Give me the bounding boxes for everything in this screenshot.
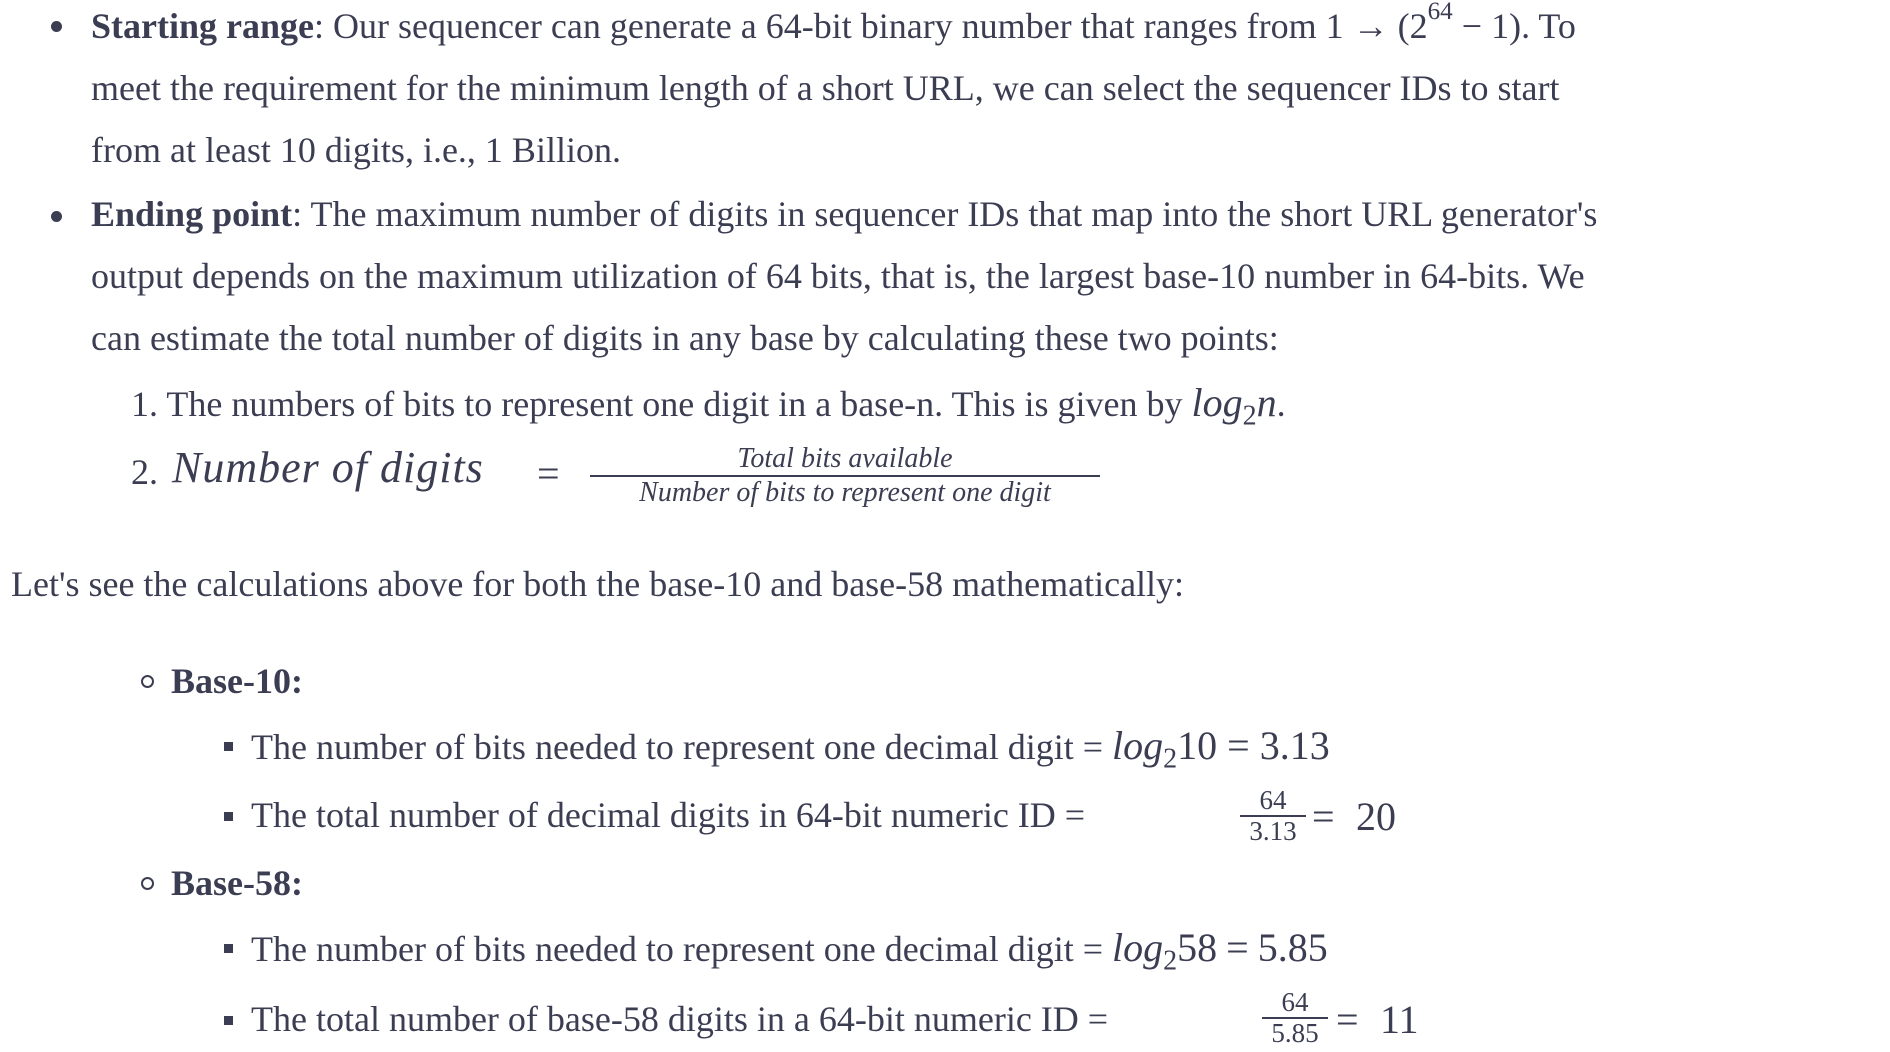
- bullet-square: [224, 812, 233, 821]
- starting-range-tail: . To: [1521, 6, 1576, 46]
- item-1-text: The numbers of bits to represent one digit in a base-n. This is given by: [166, 384, 1192, 424]
- calculations-intro: Let's see the calculations above for both the base-10 and base-58 mathematically:: [11, 564, 1185, 604]
- base-58-heading: Base-58:: [171, 863, 303, 903]
- ending-point-line-3: can estimate the total number of digits in any base by calculating these two points:: [91, 318, 1279, 358]
- base-58-fraction: [1262, 988, 1328, 1048]
- starting-range-text: : Our sequencer can generate a 64-bit binary number that ranges from: [313, 6, 1326, 46]
- item-1-period: .: [1276, 384, 1286, 424]
- bullet-circle: [141, 877, 154, 890]
- math-one: 1: [1325, 6, 1344, 46]
- base-10-fraction: [1240, 786, 1306, 846]
- equals-sign: =: [1226, 925, 1249, 970]
- log-base: 2: [1163, 945, 1178, 977]
- bullet-square: [224, 1016, 233, 1025]
- fraction-numerator: Total bits available: [737, 443, 953, 474]
- base-10-digits-result: 20: [1356, 794, 1396, 839]
- base-58-bits-result: 5.85: [1257, 925, 1328, 970]
- item-number: 1.: [131, 384, 158, 424]
- base-58-digits-result: 11: [1380, 997, 1419, 1042]
- base-10-heading: Base-10:: [171, 661, 303, 701]
- base-58-bits-text: The number of bits needed to represent one decimal digit =: [251, 929, 1113, 969]
- fraction-numerator: 64: [1281, 987, 1309, 1017]
- equals-sign: =: [1336, 997, 1359, 1042]
- math-close: − 1): [1452, 6, 1522, 46]
- log-symbol: log: [1112, 723, 1164, 768]
- log-arg: 10: [1177, 723, 1218, 768]
- log-arg: 58: [1177, 925, 1218, 970]
- math-exponent: 64: [1427, 0, 1453, 26]
- bullet-dot: [51, 21, 62, 32]
- fraction-denominator: 5.85: [1271, 1018, 1319, 1048]
- base-58-bits-line: [251, 925, 1328, 977]
- ending-point-line-1: [91, 192, 1597, 236]
- base-10-bits-line: [251, 723, 1330, 775]
- numbered-item-1: [131, 380, 1286, 432]
- base-10-bits-result: = 3.13: [1217, 723, 1330, 768]
- math-arrow: →: [1352, 6, 1389, 46]
- bullet-circle: [141, 675, 154, 688]
- fraction-denominator: 3.13: [1249, 816, 1297, 846]
- starting-range-line-2: meet the requirement for the minimum length of a short URL, we can select the sequencer IDs to start: [91, 68, 1560, 108]
- bullet-dot: [51, 211, 62, 222]
- log-symbol: log: [1191, 380, 1243, 425]
- fraction-denominator: Number of bits to represent one digit: [639, 477, 1051, 508]
- base-10-bits-text: The number of bits needed to represent one decimal digit =: [251, 727, 1113, 767]
- digits-fraction: [590, 443, 1100, 509]
- ending-point-label: Ending point: [91, 194, 293, 234]
- base-58-digits-text: The total number of base-58 digits in a 64-bit numeric ID =: [251, 999, 1109, 1039]
- log-symbol: log: [1112, 925, 1164, 970]
- bullet-square: [224, 742, 233, 751]
- starting-range-line-3: from at least 10 digits, i.e., 1 Billion.: [91, 130, 621, 170]
- item-2-number: 2.: [131, 452, 158, 492]
- log-base: 2: [1163, 743, 1178, 775]
- bullet-square: [224, 944, 233, 953]
- ending-point-line-2: output depends on the maximum utilization of 64 bits, that is, the largest base-10 number in 64-bits. We: [91, 256, 1585, 296]
- starting-range-line-1: [91, 0, 1576, 48]
- number-of-digits-lhs: Number of digits: [172, 443, 484, 492]
- starting-range-label: Starting range: [91, 6, 314, 46]
- ending-point-text: : The maximum number of digits in sequencer IDs that map into the short URL generator's: [292, 194, 1598, 234]
- equals-sign: =: [1312, 794, 1335, 839]
- fraction-numerator: 64: [1259, 785, 1287, 815]
- log-arg: n: [1256, 380, 1277, 425]
- base-10-digits-text: The total number of decimal digits in 64-bit numeric ID =: [251, 795, 1086, 835]
- log-base: 2: [1242, 400, 1257, 432]
- math-open: (2: [1397, 6, 1428, 46]
- equals-sign: =: [537, 451, 560, 496]
